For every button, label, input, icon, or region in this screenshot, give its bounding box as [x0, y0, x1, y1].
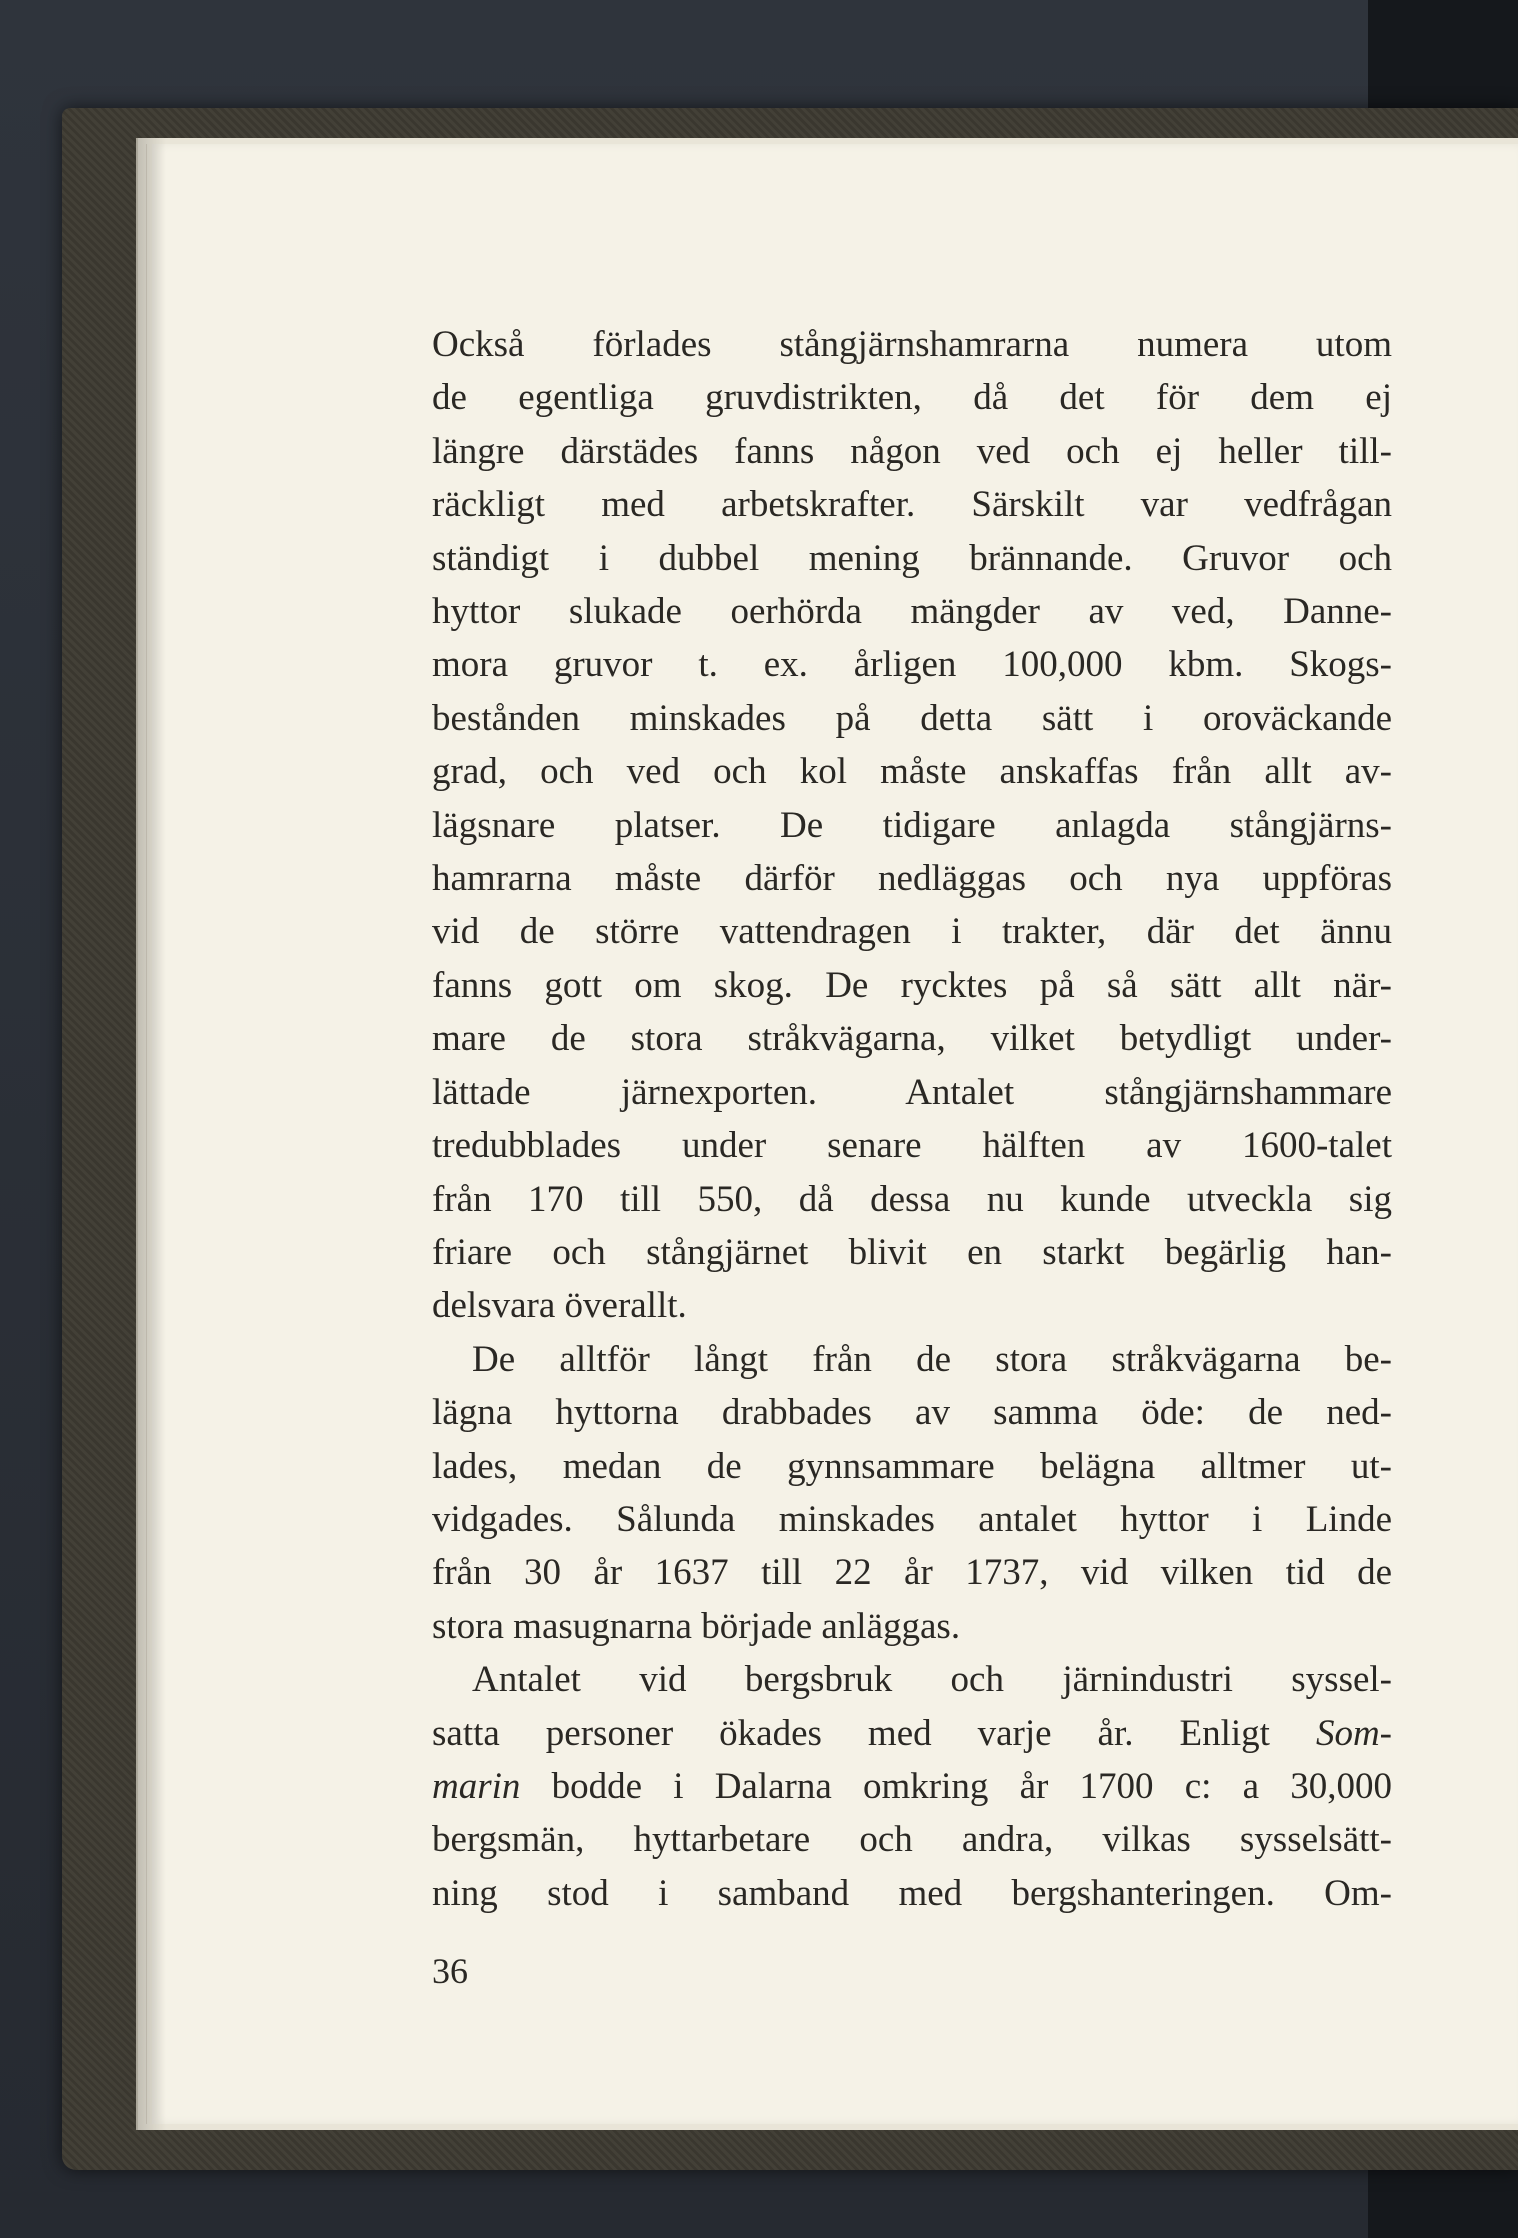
paragraph-3: [432, 1653, 1392, 1920]
text-line: tredubblades under senare hälften av 1600-talet: [432, 1125, 1392, 1167]
text-line: [432, 1707, 1392, 1760]
text-line: hamrarna måste därför nedläggas och nya uppföras: [432, 858, 1392, 900]
text-line: stora masugnarna började anläggas.: [432, 1605, 961, 1647]
text-line: Också förlades stångjärnshamrarna numera utom: [432, 324, 1392, 365]
text-line: bergsmän, hyttarbetare och andra, vilkas sysselsätt-: [432, 1819, 1392, 1861]
text-line: De alltför långt från de stora stråkvägarna be-: [472, 1338, 1392, 1380]
text-segment: bodde i Dalarna omkring år 1700 c: a 30,000: [551, 1765, 1392, 1807]
binding-shadow: [136, 138, 166, 2130]
text-line: från 30 år 1637 till 22 år 1737, vid vilken tid de: [432, 1552, 1392, 1594]
text-line: vidgades. Sålunda minskades antalet hyttor i Linde: [432, 1498, 1392, 1540]
text-line: [432, 1760, 1392, 1813]
italic-name-segment: marin: [432, 1765, 521, 1807]
paragraph-1: [432, 318, 1392, 1333]
paragraph-2: [432, 1333, 1392, 1653]
text-line: Antalet vid bergsbruk och järnindustri syssel-: [472, 1659, 1392, 1701]
text-line: längre därstädes fanns någon ved och ej heller till-: [432, 430, 1392, 472]
text-line: de egentliga gruvdistrikten, då det för dem ej: [432, 377, 1392, 419]
text-line: mare de stora stråkvägarna, vilket betydligt under-: [432, 1018, 1392, 1060]
text-line: friare och stångjärnet blivit en starkt begärlig han-: [432, 1231, 1392, 1273]
page-number: 36: [432, 1951, 468, 1991]
text-segment: satta personer ökades med varje år. Enligt: [432, 1712, 1270, 1754]
text-line: mora gruvor t. ex. årligen 100,000 kbm. Skogs-: [432, 644, 1392, 686]
text-line: lättade järnexporten. Antalet stångjärnshammare: [432, 1071, 1392, 1113]
text-line: hyttor slukade oerhörda mängder av ved, Danne-: [432, 591, 1392, 633]
text-line: bestånden minskades på detta sätt i oroväckande: [432, 697, 1392, 739]
text-line: grad, och ved och kol måste anskaffas från allt av-: [432, 751, 1392, 793]
text-line: lägna hyttorna drabbades av samma öde: de ned-: [432, 1392, 1392, 1434]
text-line: vid de större vattendragen i trakter, där det ännu: [432, 911, 1392, 953]
italic-name-segment: Som-: [1315, 1712, 1392, 1754]
text-line: från 170 till 550, då dessa nu kunde utveckla sig: [432, 1178, 1392, 1220]
body-text: [432, 318, 1392, 1920]
text-line: ning stod i samband med bergshanteringen. Om-: [432, 1872, 1392, 1914]
text-line: lägsnare platser. De tidigare anlagda stångjärns-: [432, 804, 1392, 846]
text-line: räckligt med arbetskrafter. Särskilt var vedfrågan: [432, 484, 1392, 526]
text-line: fanns gott om skog. De rycktes på så sätt allt när-: [432, 964, 1392, 1006]
text-line: ständigt i dubbel mening brännande. Gruvor och: [432, 537, 1392, 579]
text-line: lades, medan de gynnsammare belägna alltmer ut-: [432, 1445, 1392, 1487]
text-line: delsvara överallt.: [432, 1285, 687, 1327]
